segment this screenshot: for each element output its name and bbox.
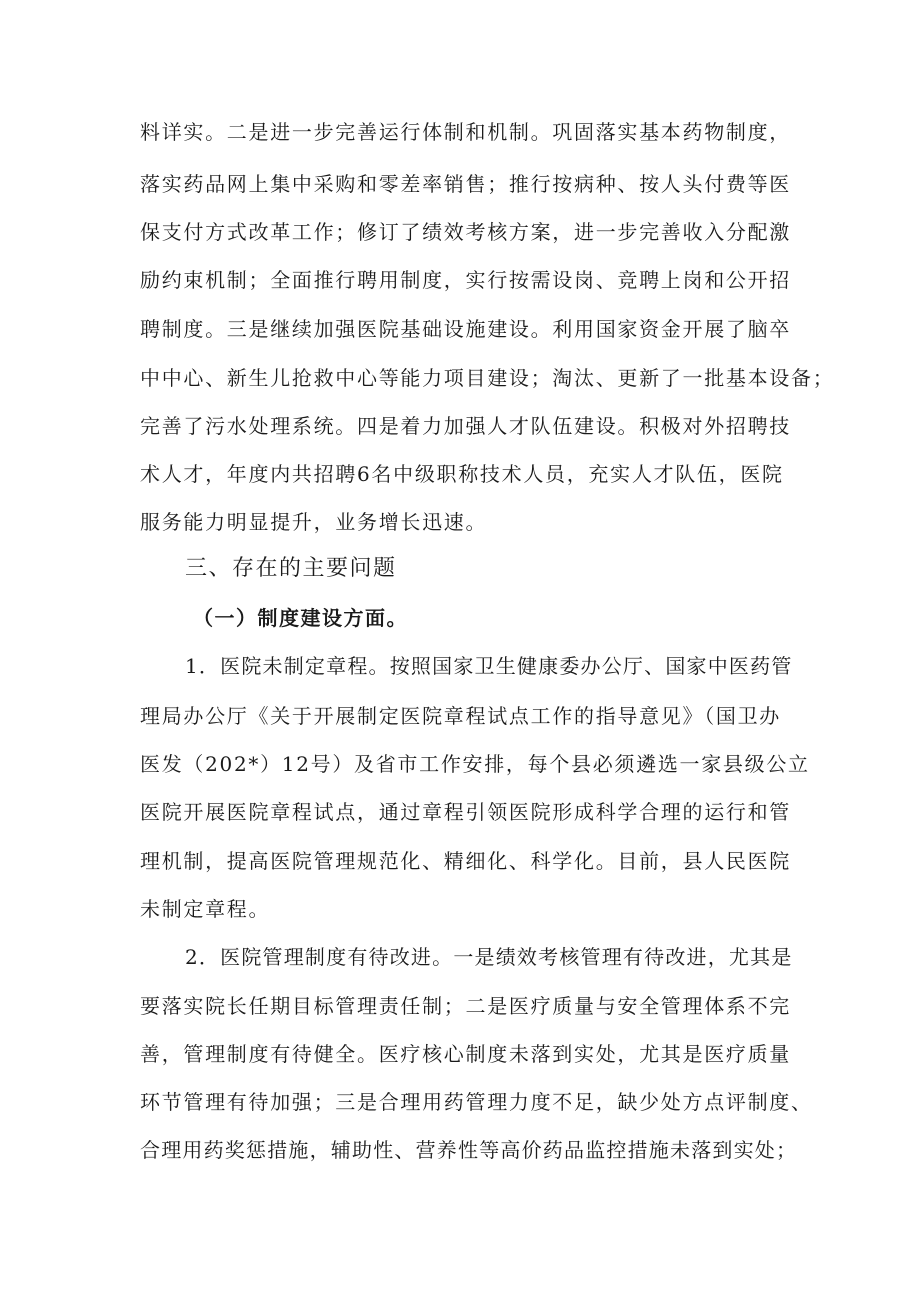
paragraph-line: 医发（202*）12号）及省市工作安排，每个县必须遴选一家县级公立: [140, 752, 810, 776]
paragraph-line: 料详实。二是进一步完善运行体制和机制。巩固落实基本药物制度，: [140, 120, 791, 144]
paragraph-line: 环节管理有待加强；三是合理用药管理力度不足，缺少处方点评制度、: [140, 1090, 813, 1114]
paragraph-line: 服务能力明显提升，业务增长迅速。: [140, 510, 488, 534]
paragraph-line: 理局办公厅《关于开展制定医院章程试点工作的指导意见》（国卫办: [140, 704, 781, 728]
section-heading: 三、存在的主要问题: [185, 556, 397, 581]
paragraph-line: 理机制，提高医院管理规范化、精细化、科学化。目前，县人民医院: [140, 849, 791, 873]
paragraph-line: 完善了污水处理系统。四是着力加强人才队伍建设。积极对外招聘技: [140, 414, 791, 438]
paragraph-line: 未制定章程。: [140, 897, 271, 921]
paragraph-line: 术人才，年度内共招聘6名中级职称技术人员，充实人才队伍，医院: [140, 462, 784, 486]
paragraph-line: 保支付方式改革工作；修订了绩效考核方案，进一步完善收入分配激: [140, 220, 791, 244]
paragraph-line: 中中心、新生儿抢救中心等能力项目建设；淘汰、更新了一批基本设备；: [140, 366, 835, 390]
paragraph-line: 医院开展医院章程试点，通过章程引领医院形成科学合理的运行和管: [140, 800, 791, 824]
paragraph-line: 励约束机制；全面推行聘用制度，实行按需设岗、竞聘上岗和公开招: [140, 268, 791, 292]
paragraph-line: 落实药品网上集中采购和零差率销售；推行按病种、按人头付费等医: [140, 172, 791, 196]
paragraph-line: 2．医院管理制度有待改进。一是绩效考核管理有待改进，尤其是: [185, 945, 793, 969]
subsection-heading: （一）制度建设方面。: [193, 606, 408, 630]
paragraph-line: 聘制度。三是继续加强医院基础设施建设。利用国家资金开展了脑卒: [140, 317, 791, 341]
paragraph-line: 合理用药奖惩措施，辅助性、营养性等高价药品监控措施未落到实处；: [140, 1138, 798, 1162]
paragraph-line: 善，管理制度有待健全。医疗核心制度未落到实处，尤其是医疗质量: [140, 1042, 791, 1066]
paragraph-line: 1．医院未制定章程。按照国家卫生健康委办公厅、国家中医药管: [185, 654, 793, 678]
paragraph-line: 要落实院长任期目标管理责任制；二是医疗质量与安全管理体系不完: [140, 994, 791, 1018]
